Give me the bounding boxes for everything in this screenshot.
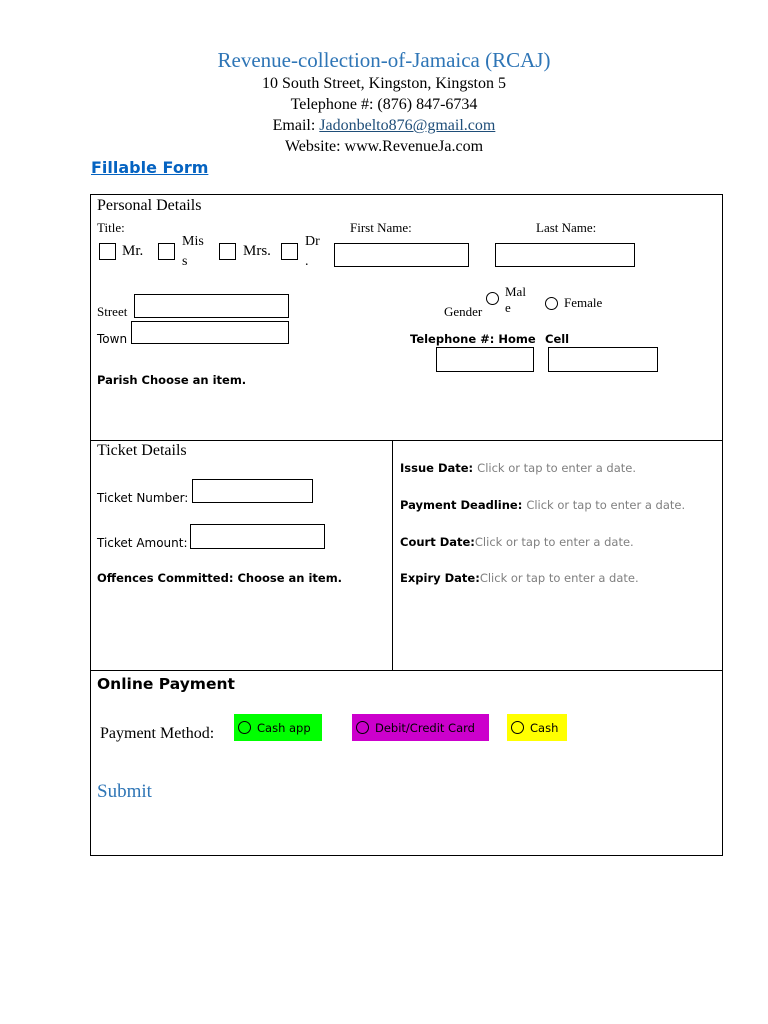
offences-label: Offences Committed: <box>97 571 234 585</box>
title-mr-label: Mr. <box>122 243 144 259</box>
payment-method-label: Payment Method: <box>100 725 215 742</box>
court-date-label: Court Date: <box>400 535 475 549</box>
court-date-picker[interactable]: Click or tap to enter a date. <box>474 535 634 549</box>
personal-details-heading: Personal Details <box>97 197 202 214</box>
issue-date-label: Issue Date: <box>400 461 478 475</box>
first-name-label: First Name: <box>350 220 412 235</box>
title-dr-label-a: Dr <box>305 234 320 249</box>
ticket-details-heading: Ticket Details <box>97 442 187 459</box>
gender-label: Gender <box>444 304 483 319</box>
title-mr-checkbox[interactable] <box>99 243 116 260</box>
last-name-input[interactable] <box>495 243 635 267</box>
parish-label: Parish <box>97 373 138 387</box>
title-label: Title: <box>97 220 125 235</box>
first-name-input[interactable] <box>334 243 469 267</box>
gender-male-radio[interactable] <box>486 292 499 305</box>
title-mrs-checkbox[interactable] <box>219 243 236 260</box>
online-payment-heading: Online Payment <box>97 675 235 693</box>
telephone-home-input[interactable] <box>436 347 534 372</box>
cash-label: Cash <box>530 720 559 735</box>
title-dr-label-b: . <box>305 254 309 269</box>
parish-field <box>97 373 246 387</box>
street-input[interactable] <box>134 294 289 318</box>
gender-female-radio[interactable] <box>545 297 558 310</box>
payment-deadline-picker[interactable]: Click or tap to enter a date. <box>526 498 686 512</box>
payment-deadline-field <box>400 498 685 512</box>
cell-input[interactable] <box>548 347 658 372</box>
offences-field <box>97 571 342 585</box>
card-radio[interactable] <box>356 721 369 734</box>
email-link[interactable]: Jadonbelto876@gmail.com <box>319 117 496 134</box>
title-miss-label-b: s <box>182 254 188 269</box>
payment-option-cash[interactable] <box>507 714 567 741</box>
expiry-date-field <box>400 571 639 585</box>
street-label: Street <box>97 304 128 319</box>
title-mrs-label: Mrs. <box>243 243 271 259</box>
cash-radio[interactable] <box>511 721 524 734</box>
expiry-date-picker[interactable]: Click or tap to enter a date. <box>479 571 639 585</box>
town-input[interactable] <box>131 321 289 344</box>
ticket-amount-label: Ticket Amount: <box>97 536 188 550</box>
payment-option-card[interactable] <box>352 714 489 741</box>
organization-name: Revenue-collection-of-Jamaica (RCAJ) <box>217 48 551 72</box>
website-line: Website: www.RevenueJa.com <box>284 138 484 155</box>
ticket-amount-input[interactable] <box>190 524 325 549</box>
cash-app-label: Cash app <box>257 720 311 735</box>
title-miss-label-a: Mis <box>182 234 204 249</box>
email-line <box>0 117 768 135</box>
gender-male-label-b: e <box>505 300 511 315</box>
submit-button[interactable]: Submit <box>97 781 152 802</box>
cash-app-radio[interactable] <box>238 721 251 734</box>
title-miss-checkbox[interactable] <box>158 243 175 260</box>
section-divider <box>90 670 723 671</box>
parish-dropdown[interactable]: Choose an item. <box>141 373 247 387</box>
email-label: Email: <box>272 117 320 134</box>
town-label: Town <box>97 332 128 346</box>
title-dr-checkbox[interactable] <box>281 243 298 260</box>
column-divider <box>392 440 393 671</box>
section-divider <box>90 440 723 441</box>
last-name-label: Last Name: <box>536 220 597 235</box>
issue-date-picker[interactable]: Click or tap to enter a date. <box>477 461 636 475</box>
cell-label: Cell <box>545 332 570 346</box>
issue-date-field <box>400 461 636 475</box>
payment-option-cash-app[interactable] <box>234 714 322 741</box>
ticket-number-input[interactable] <box>192 479 313 503</box>
telephone-line: Telephone #: (876) 847-6734 <box>290 96 478 113</box>
offences-dropdown[interactable]: Choose an item. <box>237 571 343 585</box>
payment-deadline-label: Payment Deadline: <box>400 498 527 512</box>
court-date-field <box>400 535 634 549</box>
telephone-home-label: Telephone #: Home <box>410 332 536 346</box>
ticket-number-label: Ticket Number: <box>97 491 189 505</box>
address-line: 10 South Street, Kingston, Kingston 5 <box>261 75 506 92</box>
card-label: Debit/Credit Card <box>375 720 475 735</box>
form-title: Fillable Form <box>91 158 209 177</box>
gender-male-label-a: Mal <box>505 284 526 299</box>
gender-female-label: Female <box>564 295 603 310</box>
expiry-date-label: Expiry Date: <box>400 571 480 585</box>
